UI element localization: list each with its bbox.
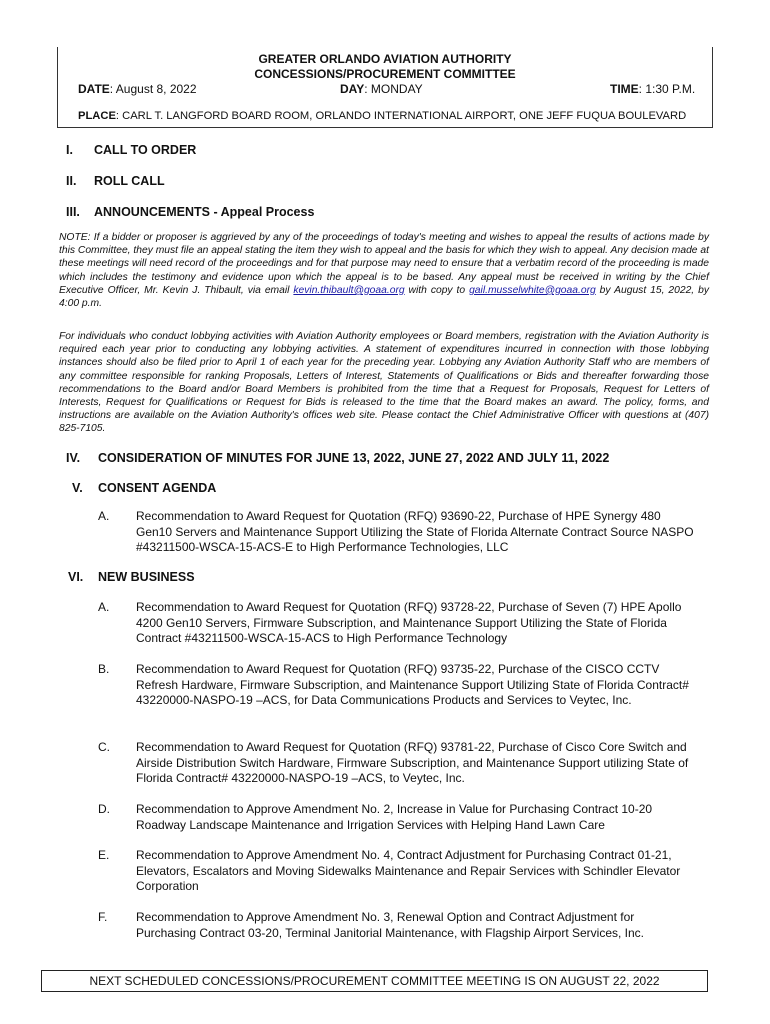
section-number: VI. xyxy=(68,570,84,584)
agenda-item-letter: A. xyxy=(98,509,110,523)
section-number: I. xyxy=(66,143,73,157)
meeting-date: DATE: August 8, 2022 xyxy=(78,82,197,96)
section-number: IV. xyxy=(66,451,81,465)
section-title-roll-call: ROLL CALL xyxy=(94,174,165,188)
agenda-item-letter: E. xyxy=(98,848,110,862)
org-title: GREATER ORLANDO AVIATION AUTHORITY xyxy=(258,52,512,66)
agenda-item-letter: D. xyxy=(98,802,110,816)
date-value: August 8, 2022 xyxy=(115,82,197,96)
section-number: V. xyxy=(72,481,83,495)
place-label: PLACE xyxy=(78,110,116,122)
agenda-item-text: Recommendation to Award Request for Quotation (RFQ) 93728-22, Purchase of Seven (7) HPE Apollo 4200 Gen10 Servers, Firmware Subscription, and Maintenance Support Utilizing the State of Florida Contract #43211500-WSCA-15-ACS to High Performance Technology xyxy=(136,600,682,645)
section-number: II. xyxy=(66,174,77,188)
time-value: 1:30 P.M. xyxy=(645,82,696,96)
time-label: TIME xyxy=(610,82,639,96)
section-title-announcements: ANNOUNCEMENTS - Appeal Process xyxy=(94,205,315,219)
committee-title: CONCESSIONS/PROCUREMENT COMMITTEE xyxy=(254,67,516,81)
agenda-item-letter: F. xyxy=(98,910,108,924)
day-value: MONDAY xyxy=(370,82,423,96)
day-label: DAY xyxy=(340,82,365,96)
section-title-consent-agenda: CONSENT AGENDA xyxy=(98,481,217,495)
email-link-copy[interactable]: gail.musselwhite@goaa.org xyxy=(469,284,596,296)
agenda-item-letter: A. xyxy=(98,600,110,614)
section-number: III. xyxy=(66,205,80,219)
appeal-note-text: NOTE: If a bidder or proposer is aggrieved by any of the proceedings of today's meeting and wishes to appeal the results of actions made by this Committee, they must file an appeal stating the item they wish to appeal and the basis for which they wish to appeal. Any decision made at these meetings will need record of the proceedings and for that purpose may need to ensure that a verbatim record of the proceeding is made which includes the testimony and evidence upon which the appeal is to be based. Any appeal must be received in writing by the Chief Executive Officer, Mr. Kevin J. Thibault, via email xyxy=(59,232,709,296)
agenda-item-text: Recommendation to Approve Amendment No. 4, Contract Adjustment for Purchasing Contract 01-21, Elevators, Escalators and Moving Sidewalks Maintenance and Repair Services with Schindler Elevator Corporation xyxy=(136,848,681,893)
date-label: DATE xyxy=(78,82,110,96)
agenda-item-text: Recommendation to Award Request for Quotation (RFQ) 93735-22, Purchase of the CISCO CCTV Refresh Hardware, Firmware Subscription, and Maintenance Support Utilizing State of Florida Contract# 43220000-NASPO-19 –ACS, for Data Communications Products and Services to Veytec, Inc. xyxy=(136,662,689,707)
agenda-item-text: Recommendation to Award Request for Quotation (RFQ) 93781-22, Purchase of Cisco Core Switch and Airside Distribution Switch Hardware, Firmware Subscription, and Maintenance Support utilizing State of Florida Contract# 43220000-NASPO-19 –ACS, to Veytec, Inc. xyxy=(136,740,689,785)
agenda-item-text: Recommendation to Approve Amendment No. 3, Renewal Option and Contract Adjustment for Purchasing Contract 03-20, Terminal Janitorial Maintenance, with Flagship Airport Services, Inc. xyxy=(136,910,645,940)
meeting-day: DAY: MONDAY xyxy=(340,82,423,96)
section-title-call-to-order: CALL TO ORDER xyxy=(94,143,197,157)
agenda-item-text: Recommendation to Approve Amendment No. 2, Increase in Value for Purchasing Contract 10-20 Roadway Landscape Maintenance and Irrigation Services with Helping Hand Lawn Care xyxy=(136,802,653,832)
meeting-time: TIME: 1:30 P.M. xyxy=(610,82,696,96)
appeal-note-text: with copy to xyxy=(404,284,470,296)
lobbying-note: For individuals who conduct lobbying activities with Aviation Authority employees or Board members, registration with the Aviation Authority is required each year prior to conducting any lobbying activities. A statement of expenditures incurred in connection with those lobbying instances should also be filed prior to April 1 of each year for the preceding year. Lobbying any Aviation Authority Staff who are members of any committee responsible for ranking Proposals, Letters of Interest, Statements of Qualifications or Bids and thereafter forwarding those recommendations to the Board and/or Board Members is prohibited from the time that a Request for Proposals, Request for Letters of Interests, Request for Qualifications or Request for Bids is released to the time that the Board makes an award. The policy, forms, and instructions are available on the Aviation Authority's offices web site. Please contact the Chief Administrative Officer with questions at (407) 825-7105. xyxy=(59,331,709,435)
place-value: CARL T. LANGFORD BOARD ROOM, ORLANDO INTERNATIONAL AIRPORT, ONE JEFF FUQUA BOULEVARD xyxy=(122,110,687,122)
appeal-note xyxy=(59,231,709,310)
agenda-item-text: Recommendation to Award Request for Quotation (RFQ) 93690-22, Purchase of HPE Synergy 480 Gen10 Servers and Maintenance Support Utilizing the State of Florida Alternate Contract Source NASPO #43211500-WSCA-15-ACS-E to High Performance Technologies, LLC xyxy=(136,509,694,554)
appeal-note-text: by August 15, 2022, by 4:00 p.m. xyxy=(59,284,709,310)
section-title-minutes: CONSIDERATION OF MINUTES FOR JUNE 13, 2022, JUNE 27, 2022 AND JULY 11, 2022 xyxy=(98,451,610,465)
email-link-ceo[interactable]: kevin.thibault@goaa.org xyxy=(293,284,405,296)
agenda-item-letter: B. xyxy=(98,662,110,676)
section-title-new-business: NEW BUSINESS xyxy=(98,570,195,584)
agenda-item-letter: C. xyxy=(98,740,110,754)
meeting-place: PLACE: CARL T. LANGFORD BOARD ROOM, ORLANDO INTERNATIONAL AIRPORT, ONE JEFF FUQUA BOULEVARD xyxy=(78,110,687,122)
next-meeting-footer: NEXT SCHEDULED CONCESSIONS/PROCUREMENT COMMITTEE MEETING IS ON AUGUST 22, 2022 xyxy=(41,970,708,992)
